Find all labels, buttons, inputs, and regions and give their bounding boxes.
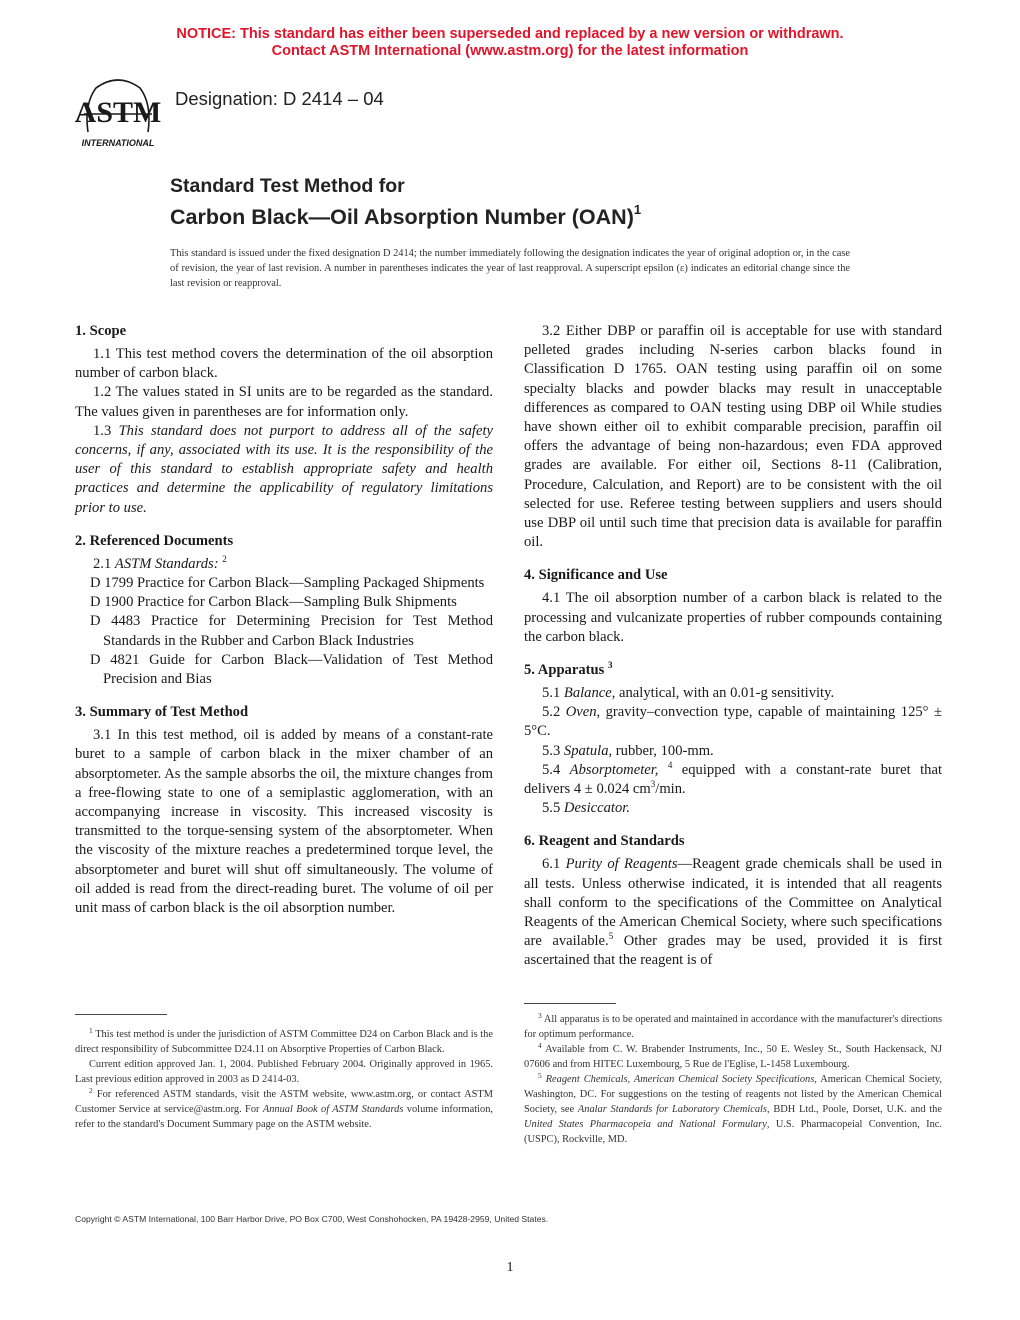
paragraph-5-5: 5.5 Desiccator. [542,800,630,817]
left-column [75,322,493,918]
paragraph-1-3: 1.3 This standard does not purport to address all of the safety concerns, if any, associated with its use. It is the responsibility of the user of this standard to establish appropriate safety and health practices and determine the applicability of regulatory limitations prior to use. [75,422,493,516]
reference-item: D 1900 Practice for Carbon Black—Sampling Bulk Shipments [90,594,457,611]
reference-item: D 1799 Practice for Carbon Black—Sampling Packaged Shipments [90,575,485,592]
reference-item: D 4821 Guide for Carbon Black—Validation of Test Method Precision and Bias [90,651,493,688]
footnote-1: $^1$ This test method is under the jurisdiction of ASTM Committee D24 on Carbon Black and is the direct responsibility of Subcommittee D24.11 on Absorptive Properties of Carbon Black. [75,1026,493,1055]
astm-logo [74,74,162,150]
footnotes-right [524,1012,942,1147]
notice-line-1: NOTICE: This standard has either been superseded and replaced by a new version or withdrawn. [176,26,844,42]
reference-item: D 4483 Practice for Determining Precision for Test Method Standards in the Rubber and Carbon Black Industries [90,613,493,649]
paragraph-5-1: 5.1 Balance, analytical, with an 0.01-g sensitivity. [542,685,835,702]
footnote-1-edition: Current edition approved Jan. 1, 2004. Published February 2004. Originally approved in 1965. Last previous edition approved in 2003 as D 2414-03. [75,1059,493,1085]
withdrawn-notice [0,26,1020,60]
paragraph-1-1: 1.1 This test method covers the determination of the oil absorption number of carbon black. [75,346,493,382]
paragraph-3-2: 3.2 Either DBP or paraffin oil is acceptable for use with standard pelleted grades including N-series carbon blacks found in Classification D 1765. OAN testing using paraffin oil on some specialty blacks and powder blacks may result in unacceptable differences as compared to OAN testing using DBP oil While studies have shown either oil to exhibit comparable precision, paraffin oil offers the advantage of being non-hazardous; even FDA approved grades are available. For either oil, Sections 8-11 (Calibration, Procedure, Calculation, and Report) are to be consistent with the oil selected for use. Referee testing between suppliers and users should use DBP oil until such time that precision data is available for paraffin oil. [524,323,942,551]
notice-line-2: Contact ASTM International (www.astm.org) for the latest information [271,43,749,59]
section-heading-summary: 3. Summary of Test Method [75,704,249,721]
title-line-1: Standard Test Method for [170,175,405,197]
logo-text: ASTM [74,96,162,129]
copyright-line: Copyright © ASTM International, 100 Barr Harbor Drive, PO Box C700, West Conshohocken, PA 19428-2959, United States. [75,1214,549,1224]
issuance-statement: This standard is issued under the fixed designation D 2414; the number immediately following the designation indicates the year of original adoption or, in the case of revision, the year of last revision. A number in parentheses indicates the year of last reapproval. A superscript epsilon (ε) indicates an editorial change since the last revision or reapproval. [170,248,851,289]
footnote-rule-right [524,1003,616,1004]
section-heading-significance: 4. Significance and Use [524,567,668,584]
footnote-rule-left [75,1014,167,1015]
title-footnote-mark: 1 [633,202,642,217]
document-title [170,174,641,231]
logo-subtext: INTERNATIONAL [81,138,155,148]
paragraph-5-2: 5.2 Oven, gravity–convection type, capable of maintaining 125° ± 5°C. [524,704,942,740]
section-heading-scope: 1. Scope [75,323,127,339]
paragraph-4-1: 4.1 The oil absorption number of a carbon black is related to the processing and vulcanizate properties of rubber compounds containing the carbon black. [524,590,942,645]
section-heading-apparatus: 5. Apparatus $^3$ [524,660,613,679]
paragraph-5-3: 5.3 Spatula, rubber, 100-mm. [542,742,714,759]
footnotes-left [75,1027,493,1132]
footnote-5: $^5$ Reagent Chemicals, American Chemical Society Specifications, American Chemical Society, Washington, DC. For suggestions on the testing of reagents not listed by the American Chemical Society, see Analar Standards for Laboratory Chemicals, BDH Ltd., Poole, Dorset, U.K. and the United States Pharmacopeia and National Formulary, U.S. Pharmacopeial Convention, Inc. (USPC), Rockville, MD. [524,1071,942,1145]
paragraph-6-1: 6.1 Purity of Reagents—Reagent grade chemicals shall be used in all tests. Unless otherwise indicated, it is intended that all reagents shall conform to the specifications of the Committee on Analytical Reagents of the American Chemical Society, where such specifications are available.$^5$ Other grades may be used, provided it is first ascertained that the reagent is of [524,856,942,969]
footnote-2: $^2$ For referenced ASTM standards, visit the ASTM website, www.astm.org, or contact ASTM Customer Service at service@astm.org. For Annual Book of ASTM Standards volume information, refer to the standard's Document Summary page on the ASTM website. [75,1086,493,1130]
title-line-2: Carbon Black—Oil Absorption Number (OAN)$^1$ [170,202,642,230]
section-heading-reagents: 6. Reagent and Standards [524,833,685,850]
paragraph-5-4: 5.4 Absorptometer, $^4$ equipped with a constant-rate buret that delivers 4 ± 0.024 $cm^3/\min$. [524,759,942,798]
paragraph-1-2: 1.2 The values stated in SI units are to be regarded as the standard. The values given in parentheses are for information only. [75,384,493,420]
footnote-3: $^3$ All apparatus is to be operated and maintained in accordance with the manufacturer's directions for optimum performance. [524,1011,942,1040]
footnote-4: $^4$ Available from C. W. Brabender Instruments, Inc., 50 E. Wesley St., South Hackensack, NJ 07606 and from HITEC Luxembourg, 5 Rue de l'Eglise, L-1458 Luxembourg. [524,1041,942,1070]
right-column [524,322,942,971]
section-heading-referenced-documents: 2. Referenced Documents [75,532,234,549]
designation: Designation: D 2414 – 04 [175,88,384,109]
paragraph-3-1: 3.1 In this test method, oil is added by means of a constant-rate buret to a sample of carbon black in the mixer chamber of an absorptometer. As the sample absorbs the oil, the mixture changes from a free-flowing state to one of a semiplastic agglomeration, with an accompanying increase in viscosity. This increased viscosity is transmitted to the torque-sensing system of the absorptometer. When the viscosity of the mixture reaches a predetermined torque level, the absorptometer and buret will shut off simultaneously. The volume of oil added is read from the direct-reading buret. The volume of oil per unit mass of carbon black is the oil absorption number. [75,727,493,917]
page-number: 1 [506,1260,514,1275]
paragraph-2-1: 2.1 ASTM Standards: $^2$ [93,553,227,572]
